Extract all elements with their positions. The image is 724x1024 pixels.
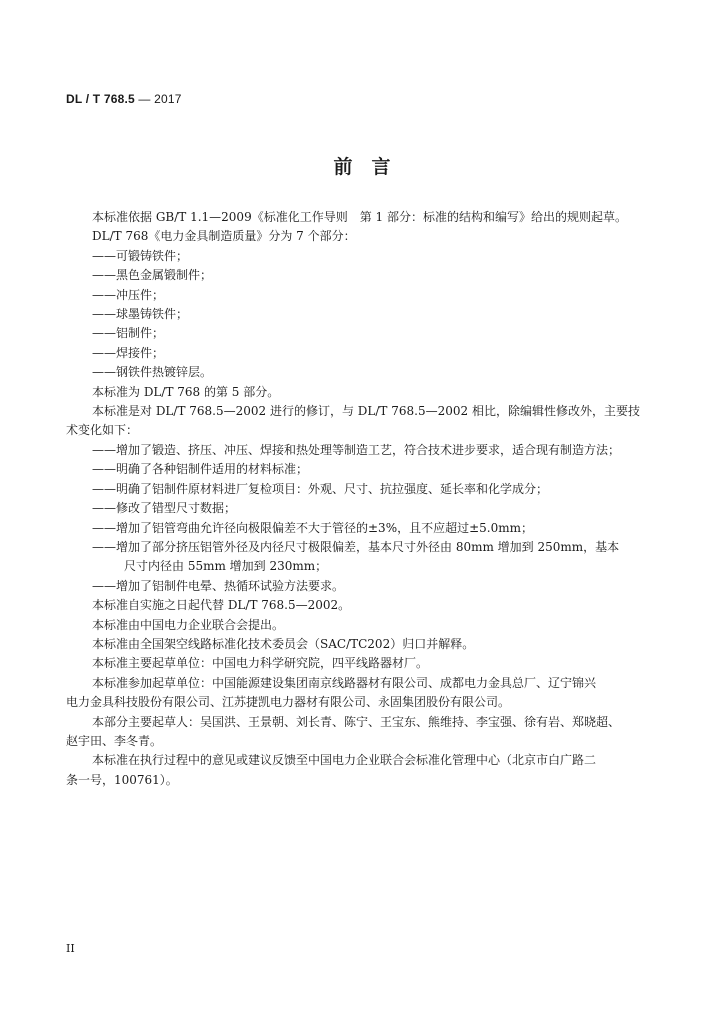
list-item: ——可锻铸铁件； [92,248,189,263]
paragraph-feedback-line1: 本标准在执行过程中的意见或建议反馈至中国电力企业联合会标准化管理中心（北京市白广路二 [92,753,597,768]
list-item: ——铝制件； [92,326,165,341]
paragraph-replace: 本标准自实施之日起代替 DL/T 768.5—2002。 [92,598,351,613]
change-item: ——增加了部分挤压铝管外径及内径尺寸极限偏差，基本尺寸外径由 80mm 增加到 250mm，基本 [92,539,620,554]
paragraph-revision-line2: 术变化如下： [66,423,139,438]
document-code [66,92,182,106]
paragraph-participating-line2: 电力金具科技股份有限公司、江苏捷凯电力器材有限公司、永固集团股份有限公司。 [66,695,511,710]
document-code-number: DL / T 768.5 [66,92,135,106]
page-title: 前 言 [333,156,391,178]
list-item: ——钢铁件热镀锌层。 [92,365,213,380]
paragraph-feedback-line2: 条一号，100761）。 [66,772,178,787]
foreword-body [66,208,640,790]
document-code-dash: — [138,92,151,106]
paragraph-proposed: 本标准由中国电力企业联合会提出。 [92,617,285,632]
change-item: ——增加了铝制件电晕、热循环试验方法要求。 [92,578,345,593]
document-code-year: 2017 [154,92,182,106]
change-item: ——明确了各种铝制件适用的材料标准； [92,462,309,477]
paragraph-main-drafting-org: 本标准主要起草单位：中国电力科学研究院，四平线路器材厂。 [92,656,429,671]
change-item: ——修改了错型尺寸数据； [92,501,237,516]
paragraph-managed: 本标准由全国架空线路标准化技术委员会（SAC/TC202）归口并解释。 [92,636,475,651]
change-item: ——明确了铝制件原材料进厂复检项目：外观、尺寸、抗拉强度、延长率和化学成分； [92,481,549,496]
paragraph-revision-line1: 本标准是对 DL/T 768.5—2002 进行的修订，与 DL/T 768.5—2002 相比，除编辑性修改外，主要技 [92,404,640,419]
paragraph-part5: 本标准为 DL/T 768 的第 5 部分。 [92,384,280,399]
change-item: ——增加了锻造、挤压、冲压、焊接和热处理等制造工艺，符合技术进步要求，适合现有制造方法； [92,442,621,457]
list-item: ——黑色金属锻制件； [92,268,213,283]
change-item-continuation: 尺寸内径由 55mm 增加到 230mm； [124,559,328,574]
paragraph-parts-intro: DL/T 768《电力金具制造质量》分为 7 个部分： [92,229,356,244]
list-item: ——焊接件； [92,345,165,360]
change-item: ——增加了铝管弯曲允许径向极限偏差不大于管径的±3%，且不应超过±5.0mm； [92,520,533,535]
list-item: ——球墨铸铁件； [92,307,189,322]
list-item: ——冲压件； [92,287,165,302]
paragraph-drafters-line1: 本部分主要起草人：吴国洪、王景朝、刘长青、陈宁、王宝东、熊维持、李宝强、徐有岩、郑晓超、 [92,714,621,729]
page-number: II [66,942,75,955]
paragraph-drafters-line2: 赵宇田、李冬青。 [66,733,163,748]
paragraph-participating-line1: 本标准参加起草单位：中国能源建设集团南京线路器材有限公司、成都电力金具总厂、辽宁锦兴 [92,675,597,690]
paragraph-basis: 本标准依据 GB/T 1.1—2009《标准化工作导则 第 1 部分：标准的结构和编写》给出的规则起草。 [92,210,627,224]
